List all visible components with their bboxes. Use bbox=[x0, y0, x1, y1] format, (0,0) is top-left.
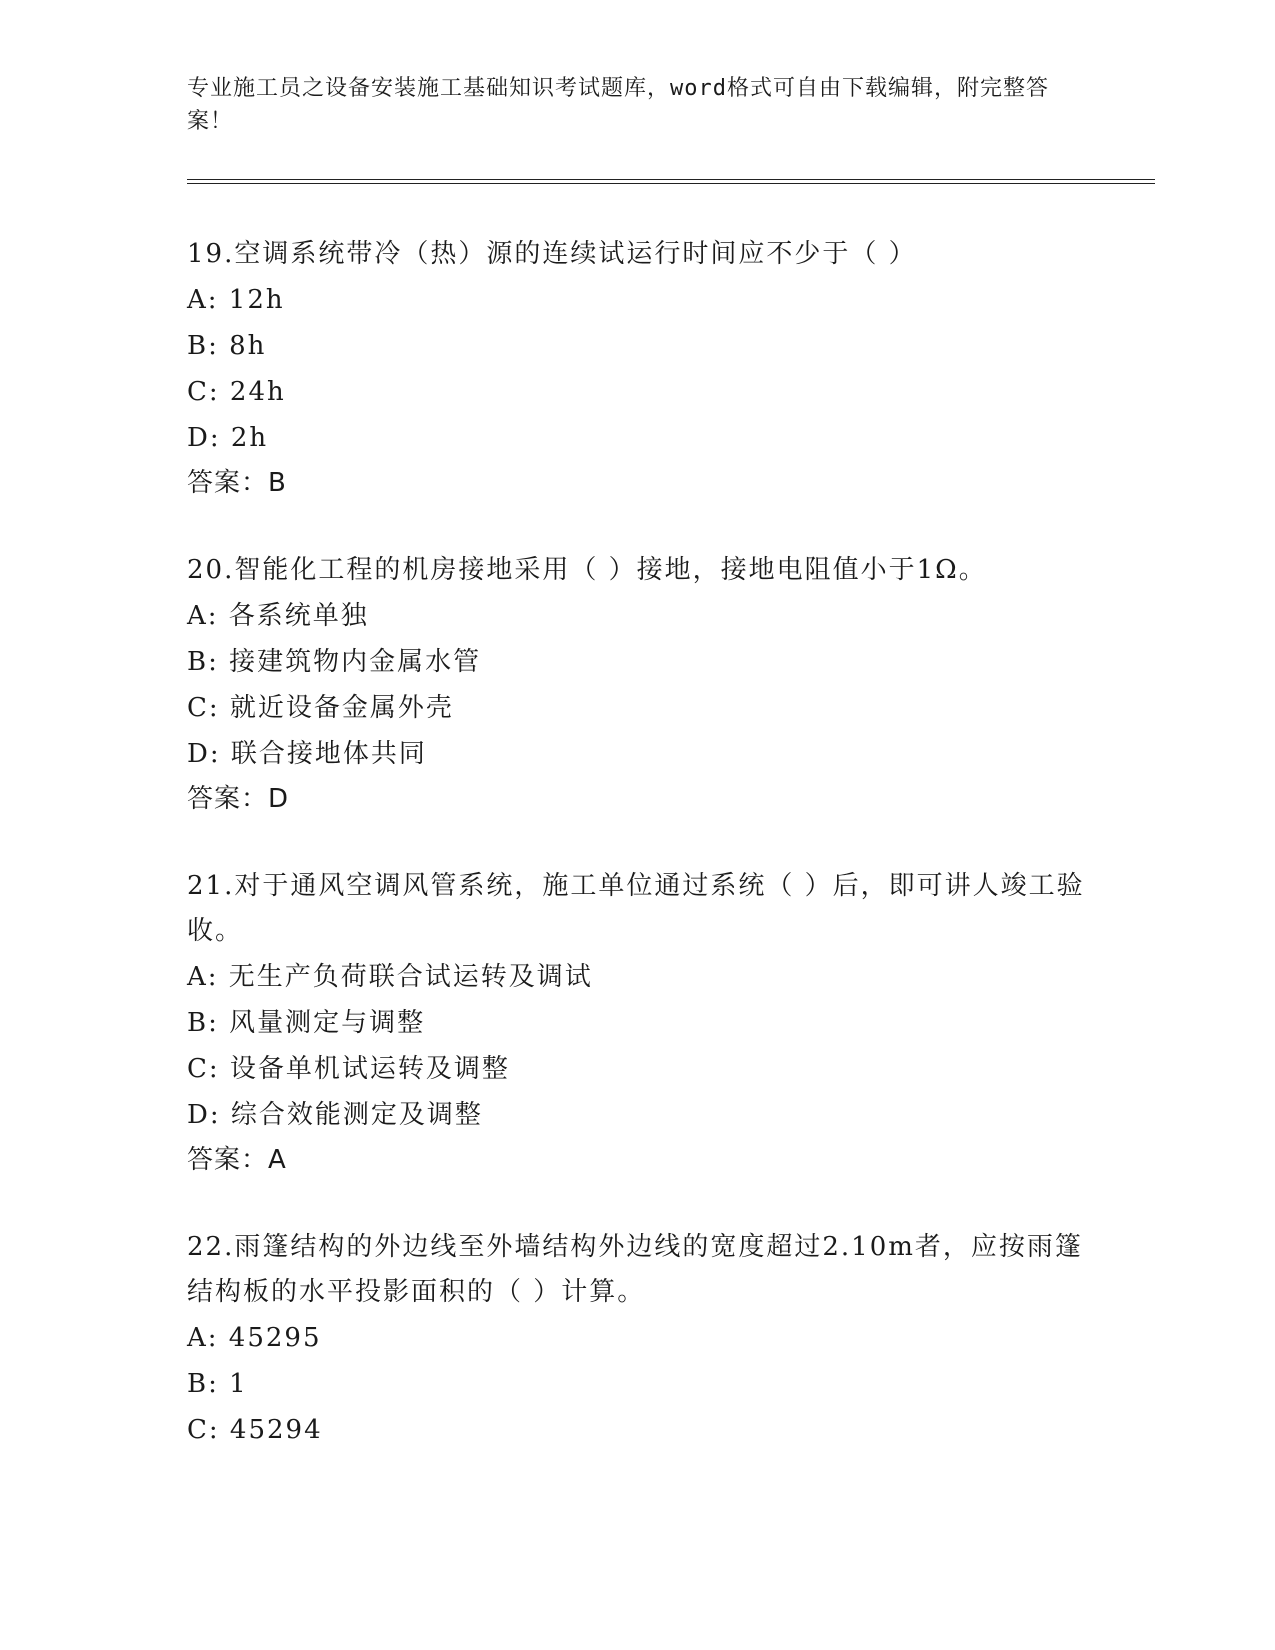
question-stem: 20.智能化工程的机房接地采用（ ）接地，接地电阻值小于1Ω。 bbox=[187, 555, 987, 585]
option-c: C: 设备单机试运转及调整 bbox=[187, 1054, 510, 1084]
header-rule bbox=[187, 179, 1155, 184]
option-a: A: 45295 bbox=[187, 1323, 322, 1353]
question-19 bbox=[187, 232, 1087, 505]
answer: 答案：A bbox=[187, 1145, 287, 1175]
option-b: B: 接建筑物内金属水管 bbox=[187, 647, 482, 677]
answer: 答案：B bbox=[187, 468, 287, 498]
option-b: B: 风量测定与调整 bbox=[187, 1008, 426, 1038]
question-20 bbox=[187, 548, 1087, 821]
option-a: A: 无生产负荷联合试运转及调试 bbox=[187, 962, 593, 992]
option-d: D: 综合效能测定及调整 bbox=[187, 1100, 483, 1130]
option-b: B: 8h bbox=[187, 331, 267, 361]
question-22 bbox=[187, 1225, 1087, 1453]
question-list bbox=[187, 232, 1087, 1496]
page-header: 专业施工员之设备安装施工基础知识考试题库，word格式可自由下载编辑，附完整答案！ bbox=[187, 76, 1049, 134]
option-b: B: 1 bbox=[187, 1369, 248, 1399]
answer: 答案：D bbox=[187, 784, 290, 814]
question-stem: 19.空调系统带冷（热）源的连续试运行时间应不少于（ ） bbox=[187, 239, 917, 269]
option-a: A: 各系统单独 bbox=[187, 601, 369, 631]
option-a: A: 12h bbox=[187, 285, 285, 315]
question-stem: 21.对于通风空调风管系统，施工单位通过系统（ ）后，即可讲人竣工验收。 bbox=[187, 871, 1085, 946]
option-c: C: 就近设备金属外壳 bbox=[187, 693, 454, 723]
option-c: C: 24h bbox=[187, 377, 286, 407]
option-d: D: 2h bbox=[187, 423, 269, 453]
option-c: C: 45294 bbox=[187, 1415, 323, 1445]
question-21 bbox=[187, 864, 1087, 1182]
question-stem: 22.雨篷结构的外边线至外墙结构外边线的宽度超过2.10m者，应按雨篷结构板的水平投影面积的（ ）计算。 bbox=[187, 1232, 1083, 1307]
option-d: D: 联合接地体共同 bbox=[187, 739, 427, 769]
